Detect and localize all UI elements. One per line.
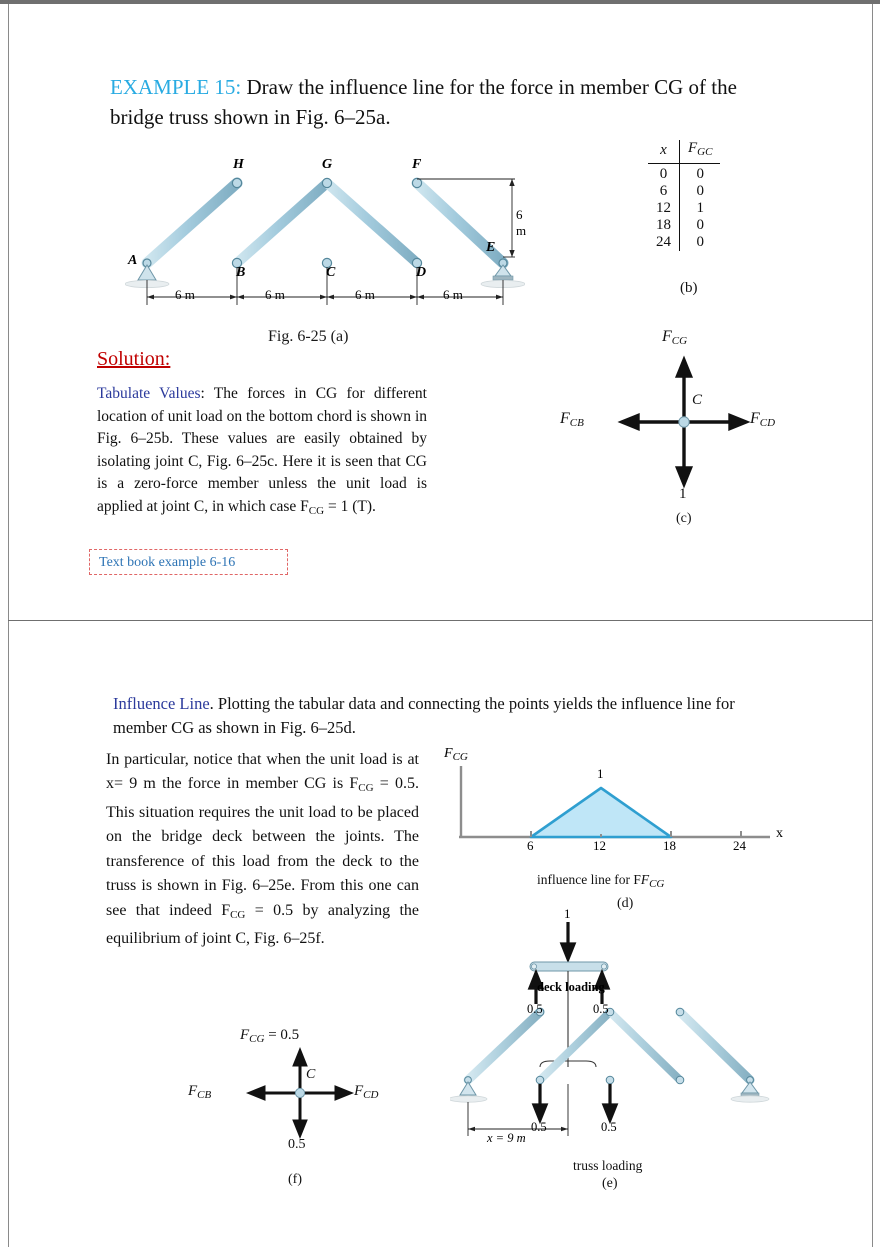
fig-e-deck-reaction-left: 0.5 bbox=[527, 1002, 543, 1016]
fbd-c-force-cd-label: $F_{CD}$ bbox=[750, 410, 776, 430]
influence-line-heading-paragraph bbox=[113, 692, 768, 740]
slide-divider bbox=[8, 620, 872, 621]
table-cell-f: 0 bbox=[680, 217, 721, 234]
truss-loading-figure-e bbox=[450, 906, 800, 1157]
fig-e-truss-load-right: 0.5 bbox=[601, 1120, 617, 1134]
figure-caption-e: (e) bbox=[602, 1176, 618, 1191]
table-cell-x: 6 bbox=[659, 183, 668, 200]
truss-span-label-4: 6 m bbox=[443, 287, 463, 302]
truss-height-dimension: 6 m bbox=[516, 207, 527, 238]
figure-e-caption-text: truss loading bbox=[573, 1158, 643, 1173]
chart-tick-label-24: 24 bbox=[733, 838, 746, 853]
fig-e-dimension-label: x = 9 m bbox=[487, 1131, 526, 1145]
table-row bbox=[648, 166, 720, 183]
figure-caption-d: (d) bbox=[617, 896, 634, 911]
tabulate-values-body: : The forces in CG for different location of unit load on the bottom chord is shown in Fig. 6–25b. These values are easily obtained by isolating joint C, Fig. 6–25c. Here it is seen that CG is a zero-force member unless the unit load is applied at joint C, in which case F bbox=[97, 385, 427, 515]
example-number-label: EXAMPLE 15: bbox=[110, 75, 242, 99]
table-header-force: $F_{GC}$ bbox=[680, 140, 721, 164]
truss-span-label-3: 6 m bbox=[355, 287, 375, 302]
fbd-f-force-cd-label: $F_{CD}$ bbox=[354, 1083, 379, 1102]
fbd-c-force-cg-label: $F_{CG}$ bbox=[662, 328, 688, 348]
table-cell-x: 12 bbox=[656, 200, 671, 217]
body-sub-1: CG bbox=[358, 782, 374, 795]
truss-span-label-1: 6 m bbox=[175, 287, 195, 302]
table-cell-x: 18 bbox=[656, 217, 671, 234]
table-row bbox=[648, 183, 720, 200]
fig-e-deck-reaction-right: 0.5 bbox=[593, 1002, 609, 1016]
page-frame-top bbox=[0, 0, 880, 4]
fbd-c-joint-label: C bbox=[692, 392, 703, 408]
page-title bbox=[110, 72, 760, 132]
table-row bbox=[648, 200, 720, 217]
truss-joint-label-E: E bbox=[486, 240, 496, 255]
truss-joint-label-D: D bbox=[416, 265, 427, 280]
truss-joint-label-H: H bbox=[233, 157, 244, 172]
fbd-c-unit-load-label: 1 bbox=[679, 486, 687, 502]
body-part-3: = 0.5 by analyzing the equilibrium of joint C, Fig. 6–25f. bbox=[106, 901, 420, 947]
figure-caption-c: (c) bbox=[676, 511, 692, 526]
fbd-f-joint-label: C bbox=[306, 1067, 316, 1082]
table-cell-f: 1 bbox=[680, 200, 721, 217]
textbook-reference-note: Text book example 6-16 bbox=[89, 549, 288, 575]
fig-e-unit-load-label: 1 bbox=[564, 906, 571, 921]
table-cell-x: 24 bbox=[656, 234, 671, 251]
figure-caption-b: (b) bbox=[680, 280, 698, 296]
table-cell-f: 0 bbox=[680, 183, 721, 200]
influence-line-chart bbox=[440, 748, 800, 868]
body-part-2: = 0.5. This situation requires the unit load to be placed on the bridge deck between the joints. The transference of this load from the deck to the truss is shown in Fig. 6–25e. From this one can see that indeed F bbox=[106, 775, 419, 919]
chart-y-axis-label: $F_{CG}$ bbox=[444, 746, 468, 764]
truss-joint-label-A: A bbox=[128, 253, 138, 268]
influence-line-lead: Influence Line bbox=[113, 694, 210, 713]
example-title-text: Draw the influence line for the force in member CG of the bridge truss shown in Fig. 6–25a. bbox=[110, 75, 737, 129]
chart-x-axis-label: x bbox=[776, 826, 783, 841]
fbd-f-force-cg-label: $F_{CG} = 0.5$ bbox=[240, 1027, 300, 1046]
body-sub-2: CG bbox=[230, 908, 246, 921]
truss-joint-label-G: G bbox=[322, 157, 333, 172]
figure-caption-f: (f) bbox=[288, 1172, 302, 1187]
table-header-x: x bbox=[660, 142, 667, 159]
truss-joint-label-F: F bbox=[412, 157, 422, 172]
fbd-f-reaction-label: 0.5 bbox=[288, 1137, 306, 1152]
fig-e-deck-loading-label: deck loading bbox=[537, 980, 605, 994]
chart-tick-label-12: 12 bbox=[593, 838, 606, 853]
tabulated-values-table bbox=[648, 140, 748, 251]
free-body-diagram-f bbox=[188, 1027, 379, 1155]
free-body-diagram-c bbox=[560, 328, 788, 526]
table-cell-f: 0 bbox=[680, 166, 721, 183]
tabulate-values-tail: = 1 (T). bbox=[324, 497, 376, 515]
truss-span-label-2: 6 m bbox=[265, 287, 285, 302]
fig-e-truss-load-left: 0.5 bbox=[531, 1120, 547, 1134]
tabulate-values-subscript: CG bbox=[308, 504, 325, 517]
solution-heading: Solution: bbox=[97, 348, 171, 370]
truss-joint-label-C: C bbox=[326, 265, 336, 280]
chart-peak-value-label: 1 bbox=[597, 766, 604, 781]
body-part-1: In particular, notice that when the unit load is at x= 9 m the force in member CG is F bbox=[106, 751, 419, 793]
tabulate-values-lead: Tabulate Values bbox=[97, 385, 201, 402]
chart-caption-text: influence line for $FF_{CG}$ bbox=[537, 872, 665, 891]
chart-tick-label-18: 18 bbox=[663, 838, 676, 853]
page-frame-right bbox=[872, 4, 873, 1247]
table-row bbox=[648, 217, 720, 234]
truss-figure-a bbox=[125, 145, 525, 315]
table-cell-x: 0 bbox=[659, 166, 668, 183]
truss-joint-label-B: B bbox=[236, 265, 246, 280]
table-header-row bbox=[648, 140, 720, 164]
influence-line-lead-text: . Plotting the tabular data and connecting the points yields the influence line for member CG as shown in Fig. 6–25d. bbox=[113, 694, 735, 737]
table-cell-f: 0 bbox=[680, 234, 721, 251]
page-frame-left bbox=[8, 4, 9, 1247]
table-row bbox=[648, 234, 720, 251]
fbd-c-force-cb-label: $F_{CB}$ bbox=[560, 410, 584, 430]
tabulate-values-paragraph bbox=[97, 383, 427, 522]
fbd-f-force-cb-label: $F_{CB}$ bbox=[188, 1083, 212, 1102]
figure-caption-a: Fig. 6-25 (a) bbox=[268, 328, 349, 345]
chart-tick-label-6: 6 bbox=[527, 838, 534, 853]
influence-line-body-paragraph bbox=[106, 748, 419, 951]
